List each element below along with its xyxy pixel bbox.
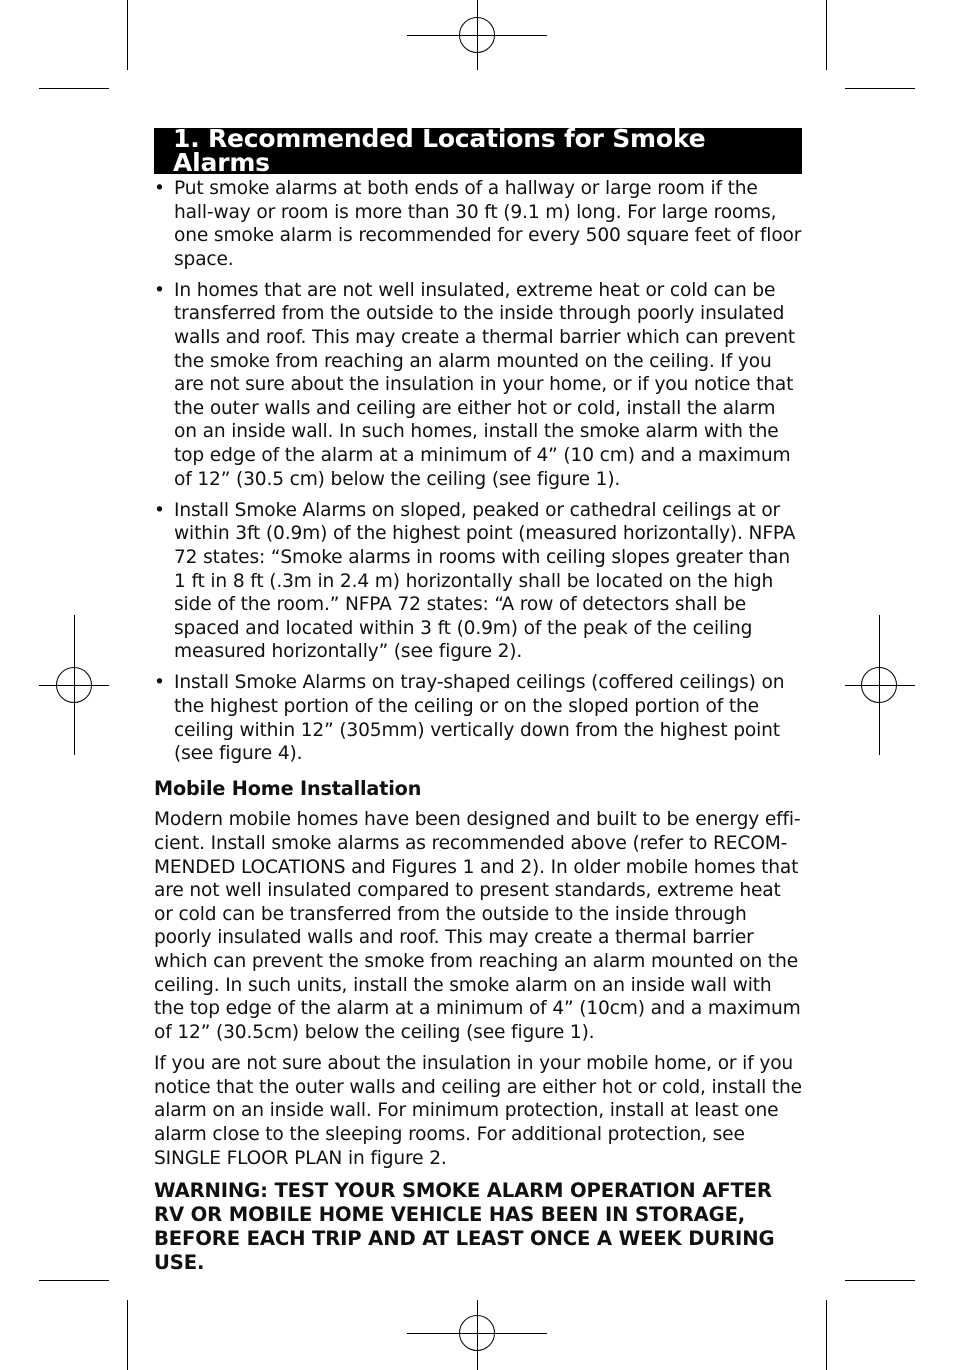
bullet-icon: •	[154, 672, 165, 694]
list-item	[154, 671, 802, 765]
mobile-home-paragraph: If you are not sure about the insulation in your mobile home, or if you notice that the outer walls and ceiling are either hot or cold, install the alarm on an inside wall. For minimum protection, install at least one alarm close to the sleeping rooms. For additional protection, see SINGLE FLOOR PLAN in figure 2.	[154, 1053, 802, 1169]
location-bullet-list	[154, 177, 802, 766]
registration-circle	[459, 1315, 495, 1351]
section-title	[154, 124, 802, 177]
warning-text: WARNING: TEST YOUR SMOKE ALARM OPERATION AFTER RV OR MOBILE HOME VEHICLE HAS BEEN IN STORAGE, BEFORE EACH TRIP AND AT LEAST ONCE A WEEK DURING USE.	[154, 1179, 775, 1275]
bullet-text: In homes that are not well insulated, extreme heat or cold can be transferred from the outside to the inside through poorly insulated walls and roof. This may create a thermal barrier which can prevent the smoke from reaching an alarm mounted on the ceiling. If you are not sure about the insulation in your home, or if you notice that the outer walls and ceiling are either hot or cold, install the alarm on an inside wall. In such homes, install the smoke alarm with the top edge of the alarm at a minimum of 4” (10 cm) and a maximum of 12” (30.5 cm) below the ceiling (see figure 1).	[174, 279, 796, 490]
list-item	[154, 177, 802, 271]
bullet-icon: •	[154, 499, 165, 521]
page-content	[154, 124, 802, 1275]
crop-mark	[845, 1280, 915, 1281]
crop-mark	[39, 1280, 109, 1281]
bullet-text: Install Smoke Alarms on tray-shaped ceilings (coffered ceilings) on the highest portion of the ceiling or on the sloped portion of the ceiling within 12” (305mm) vertically down from the highest point (see figure 4).	[174, 672, 785, 765]
crop-mark	[826, 1300, 827, 1370]
mobile-home-paragraph: Modern mobile homes have been designed and built to be energy effi-cient. Install smoke alarms as recommended above (refer to RECOM-MENDED LOCATIONS and Figures 1 and 2). In older mobile homes that are not well insulated compared to present standards, extreme heat or cold can be transferred from the outside to the inside through poorly insulated walls and roof. This may create a thermal barrier which can prevent the smoke from reaching an alarm mounted on the ceiling. In such units, install the smoke alarm on an inside wall with the top edge of the alarm at a minimum of 4” (10cm) and a maximum of 12” (30.5cm) below the ceiling (see figure 1).	[154, 809, 801, 1043]
mobile-home-heading: Mobile Home Installation	[154, 776, 422, 800]
bullet-text: Put smoke alarms at both ends of a hallway or large room if the hall-way or room is more than 30 ft (9.1 m) long. For large rooms, one smoke alarm is recommended for every 500 square feet of floor space.	[174, 178, 802, 270]
bullet-text: Install Smoke Alarms on sloped, peaked or cathedral ceilings at or within 3ft (0.9m) of the highest point (measured horizontally). NFPA 72 states: “Smoke alarms in rooms with ceiling slopes greater than 1 ft in 8 ft (.3m in 2.4 m) horizontally shall be located on the high side of the room.” NFPA 72 states: “A row of detectors shall be spaced and located within 3 ft (0.9m) of the peak of the ceiling measured horizontally” (see figure 2).	[174, 499, 796, 663]
crop-mark	[39, 88, 109, 89]
crop-mark	[127, 0, 128, 70]
crop-mark	[127, 1300, 128, 1370]
section-title-text: 1. Recommended Locations for Smoke Alarms	[173, 124, 706, 177]
registration-circle	[459, 17, 495, 53]
bullet-icon: •	[154, 178, 165, 199]
bullet-icon: •	[154, 279, 165, 301]
crop-mark	[826, 0, 827, 70]
list-item	[154, 499, 802, 664]
crop-mark	[845, 88, 915, 89]
registration-circle	[861, 667, 897, 703]
registration-circle	[56, 667, 92, 703]
list-item	[154, 279, 802, 491]
